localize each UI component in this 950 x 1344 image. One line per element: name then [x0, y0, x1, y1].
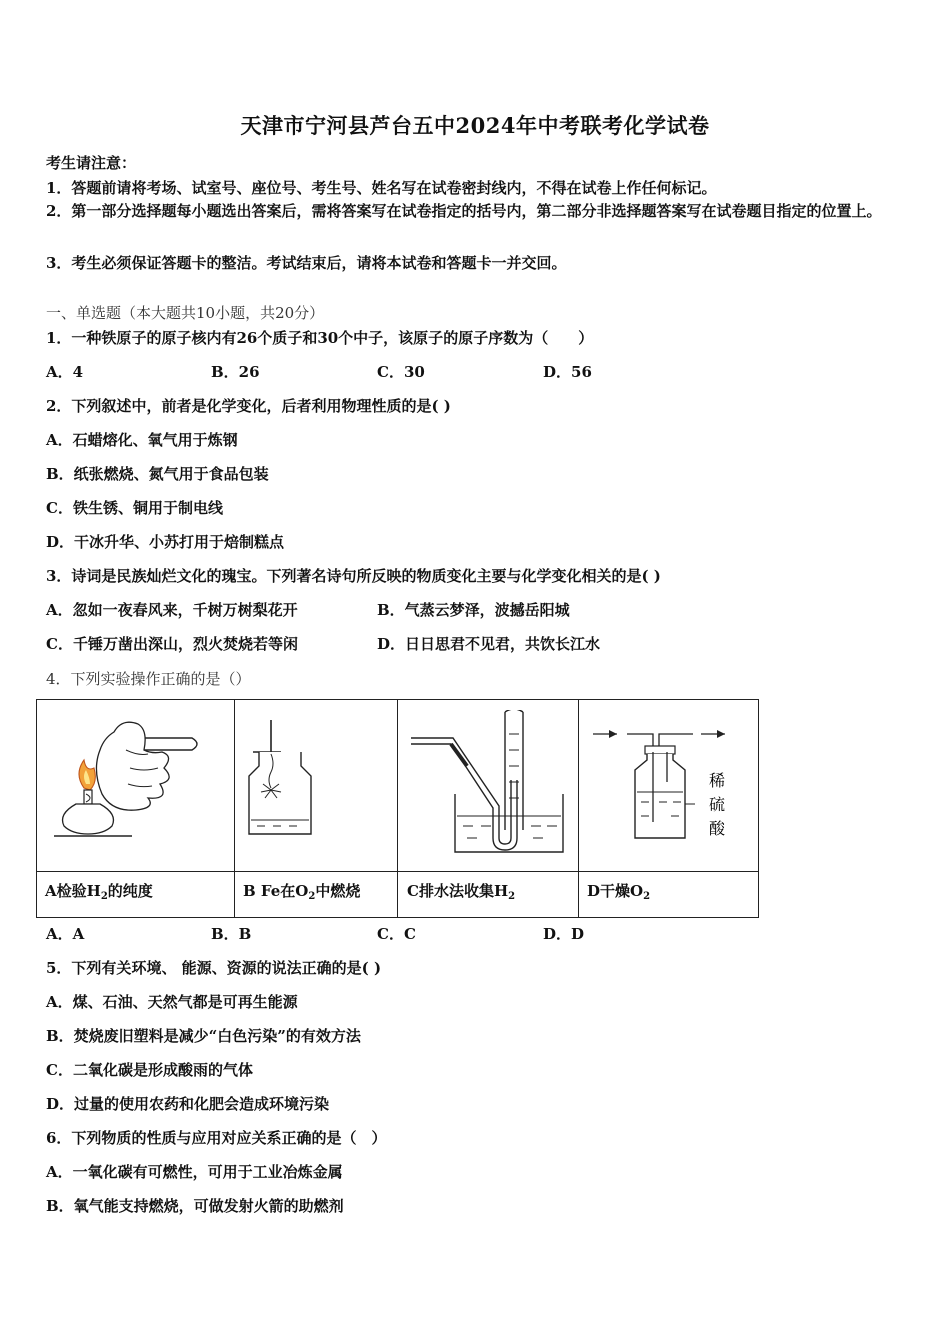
q5-option-a: A．煤、石油、天然气都是可再生能源 [46, 993, 298, 1011]
section-heading: 一、单选题（本大题共10小题，共20分） [46, 304, 325, 322]
q6-stem: 6．下列物质的性质与应用对应关系正确的是（ ） [46, 1129, 387, 1147]
q2-option-c: C．铁生锈、铜用于制电线 [46, 499, 223, 517]
page-title: 天津市宁河县芦台五中2024年中考联考化学试卷 [240, 113, 710, 138]
q4-option-a: A．A [46, 925, 85, 943]
q5-stem: 5．下列有关环境、 能源、资源的说法正确的是( ) [46, 959, 382, 977]
q2-stem: 2．下列叙述中，前者是化学变化，后者利用物理性质的是( ) [46, 397, 451, 415]
q6-option-a: A．一氧化碳有可燃性，可用于工业冶炼金属 [46, 1163, 343, 1181]
q2-option-b: B．纸张燃烧、氮气用于食品包装 [46, 465, 269, 483]
q1-option-a: A．4 [46, 363, 84, 381]
caption-a: A检验$H_2$的纯度 [45, 882, 153, 902]
iron-burning-bottle-figure [245, 718, 317, 858]
q3-option-b: B．气蒸云梦泽，波撼岳阳城 [377, 601, 570, 619]
q5-option-b: B．焚烧废旧塑料是减少“白色污染”的有效方法 [46, 1027, 361, 1045]
alcohol-lamp-test-tube-figure [52, 710, 222, 860]
q1-option-d: D．56 [543, 363, 592, 381]
q1-option-c: C．30 [377, 363, 425, 381]
q3-stem: 3．诗词是民族灿烂文化的瑰宝。下列著名诗句所反映的物质变化主要与化学变化相关的是( ) [46, 567, 661, 585]
q6-option-b: B．氧气能支持燃烧，可做发射火箭的助燃剂 [46, 1197, 344, 1215]
q2-option-a: A．石蜡熔化、氧气用于炼钢 [46, 431, 238, 449]
gas-drying-bottle-figure [587, 722, 757, 852]
caption-c: C排水法收集$H_2$ [407, 882, 516, 902]
acid-label-1: 稀 [709, 771, 726, 790]
q3-option-a: A．忽如一夜春风来，千树万树梨花开 [46, 601, 298, 619]
notice-heading: 考生请注意： [46, 154, 137, 172]
q4-figure-table [36, 699, 759, 918]
q4-option-d: D．D [543, 925, 585, 943]
q1-option-b: B．26 [211, 363, 260, 381]
q5-option-d: D．过量的使用农药和化肥会造成环境污染 [46, 1095, 330, 1113]
caption-d: D干燥$O_2$ [587, 882, 651, 902]
q3-option-d: D．日日思君不见君，共饮长江水 [377, 635, 601, 653]
caption-b: B Fe在$O_2$中燃烧 [243, 882, 361, 902]
q5-option-c: C．二氧化碳是形成酸雨的气体 [46, 1061, 253, 1079]
acid-label-2: 硫 [709, 795, 726, 814]
notice-item-3: 3．考生必须保证答题卡的整洁。考试结束后，请将本试卷和答题卡一并交回。 [46, 254, 567, 272]
q2-option-d: D．干冰升华、小苏打用于焙制糕点 [46, 533, 285, 551]
notice-item-1: 1．答题前请将考场、试室号、座位号、考生号、姓名写在试卷密封线内，不得在试卷上作任何标记。 [46, 179, 717, 197]
acid-label-3: 酸 [709, 819, 726, 838]
water-displacement-figure [407, 710, 573, 860]
q1-stem: 1．一种铁原子的原子核内有26个质子和30个中子，该原子的原子序数为（ ） [46, 329, 594, 347]
notice-item-2: 2．第一部分选择题每小题选出答案后，需将答案写在试卷指定的括号内，第二部分非选择题答案写在试卷题目指定的位置上。 [46, 202, 882, 220]
q4-option-c: C．C [377, 925, 416, 943]
q3-option-c: C．千锤万凿出深山，烈火焚烧若等闲 [46, 635, 298, 653]
q4-option-b: B．B [211, 925, 252, 943]
q4-stem: 4．下列实验操作正确的是（） [46, 670, 251, 688]
